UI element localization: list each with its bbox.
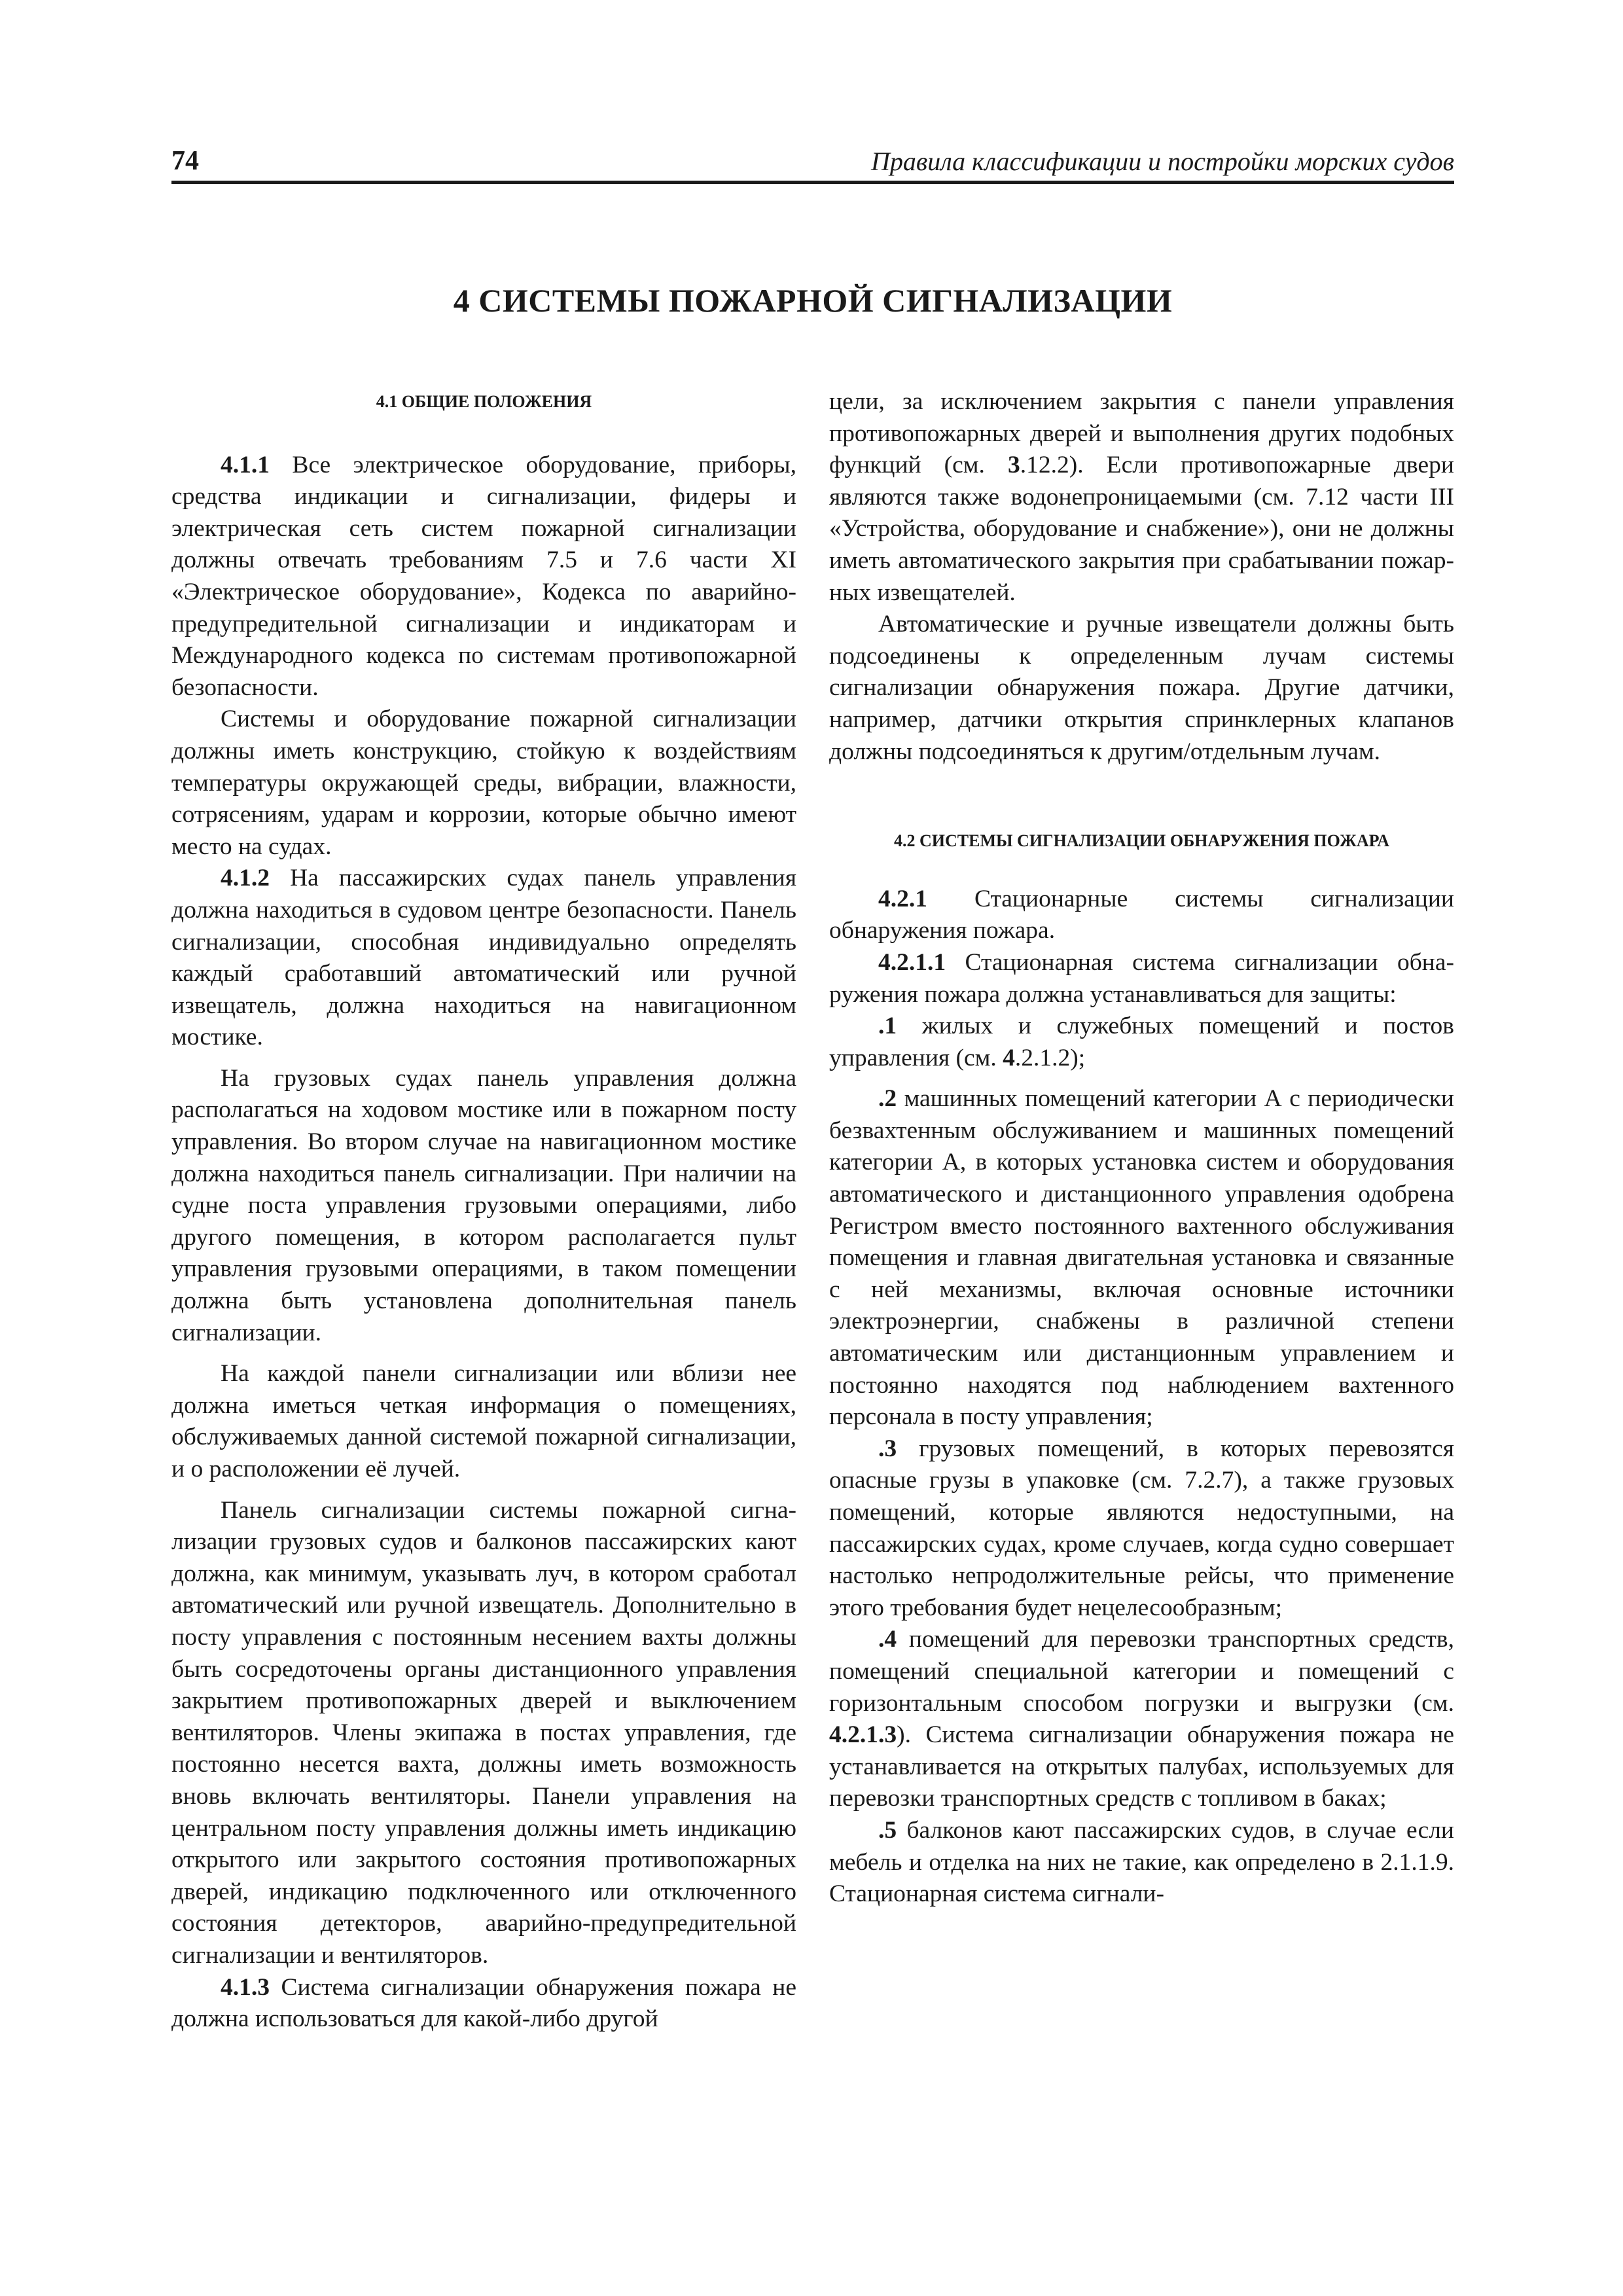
item-number: .3: [878, 1435, 897, 1462]
clause-number: 4.1.1: [221, 451, 270, 478]
paragraph-4-1-3: [171, 1972, 796, 2036]
item-text: ). Система сигнализации обнаружения пожара не устанавливается на открытых палубах, используемых для перевозки транспортных средств с топливом в баках;: [829, 1721, 1454, 1812]
reference-number: 4.2.1.3: [829, 1721, 897, 1749]
clause-number: 4.2.1: [878, 885, 927, 912]
paragraph-text: На пассажирских судах панель управления должна находиться в судовом центре безопасности. Панель сигнализации, способная индивидуально определять каждый сработавший автоматический или ручной извещатель, должна находиться на навигационном мостике.: [171, 865, 796, 1051]
paragraph-text: Стационарная система сигнализации обнаружения пожара должна устанавливаться для защиты:: [829, 948, 1454, 1008]
item-text: балконов кают пассажирских судов, в случае если мебель и отделка на них не такие, как определено в 2.1.1.9. Стационарная система сигнали-: [829, 1816, 1454, 1908]
clause-number: 4.2.1.1: [878, 948, 946, 976]
paragraph-continued: [829, 386, 1454, 609]
paragraph: На каждой панели сигнализации или вблизи нее должна иметься четкая информация о помещениях, обслуживаемых данной системой пожарной сигнализации, и о расположении её лучей.: [171, 1360, 796, 1482]
list-item-5: [829, 1815, 1454, 1910]
paragraph-4-1-1: [171, 450, 796, 704]
clause-number: 4.1.3: [221, 1973, 270, 2001]
item-text: жилых и служебных помещений и постов управления (см.: [829, 1013, 1454, 1071]
paragraph: Автоматические и ручные извещатели должны быть подсоединены к определенным лучам системы сигнализации обнаружения пожара. Другие датчики, например, датчики открытия спринклерных клапанов должны подсоединяться к другим/отдельным лучам.: [829, 611, 1454, 765]
paragraph-text: Стационарные системы сигнализации обнаружения пожара.: [829, 885, 1454, 944]
paragraph-text: .12.2). Если противопожарные двери являются также водонепроницаемыми (см. 7.12 части III «Устройства, оборудование и снабжение»), они не должны иметь автоматического закрытия при срабатывании пожарных извещателей.: [829, 452, 1454, 606]
item-number: .1: [878, 1013, 897, 1040]
left-column: [171, 386, 796, 2036]
list-item-2: [829, 1083, 1454, 1433]
page-header: [171, 143, 1454, 184]
reference-number: 3: [1007, 452, 1020, 479]
reference-number: 4: [1003, 1044, 1015, 1071]
item-text: помещений для перевозки транспортных средств, помещений специальной категории и помещений с горизонтальным способом погрузки и выгрузки (см.: [829, 1626, 1454, 1717]
clause-number: 4.1.2: [221, 865, 270, 892]
item-text: грузовых помещений, в которых перевозятся опасные грузы в упаковке (см. 7.2.7), а также грузовых помещений, которые являются недоступными, на пассажирских судах, кроме случаев, когда судно совершает настолько непродолжительные рейсы, что применение этого требования будет нецелесообразным;: [829, 1435, 1454, 1621]
chapter-title: 4 СИСТЕМЫ ПОЖАРНОЙ СИГНАЛИЗАЦИИ: [453, 282, 1173, 319]
item-number: .2: [878, 1085, 897, 1113]
list-item-3: [829, 1433, 1454, 1624]
item-text: машинных помещений категории А с периодически безвахтенным обслуживанием и машинных помещений категории А, в которых установка систем и оборудования автоматического и дистанционного управления одобрена Регистром вместо постоянного вахтенного обслуживания помещения и главная двигательная установка и связанные с ней механизмы, включая основные источники электроэнергии, снабжены в различной степени автоматическим или дистанционным управлением и постоянно находятся под наблюдением вахтенного персонала в посту управления;: [829, 1085, 1454, 1431]
paragraph-text: Все электрическое оборудование, приборы, средства индикации и сигнализации, фидеры и электрическая сеть систем пожарной сигнализации должны отвечать требованиям 7.5 и 7.6 части XI «Электрическое оборудование», Кодекса по аварийно-предупредительной сигнализации и индикаторам и Международного кодекса по системам противопожарной безопасности.: [171, 451, 796, 701]
paragraph-4-1-2: [171, 863, 796, 1054]
item-number: .5: [878, 1816, 897, 1844]
paragraph: Системы и оборудование пожарной сигнализации должны иметь конструкцию, стойкую к воздействиям температуры окружающей среды, вибрации, влажности, сотрясениям, ударам и коррозии, которые обычно имеют место на судах.: [171, 706, 796, 860]
section-heading-4-1: 4.1 ОБЩИЕ ПОЛОЖЕНИЯ: [376, 392, 592, 411]
right-column: [829, 386, 1454, 1910]
running-title: Правила классификации и постройки морских судов: [870, 147, 1454, 176]
paragraph: На грузовых судах панель управления должна располагаться на ходовом мостике или в пожарном посту управления. Во втором случае на навигационном мостике должна находиться панель сигнализации. При наличии на судне поста управления грузовыми операциями, либо другого помещения, в котором располагается пульт управления грузовыми операциями, в таком помещении должна быть установлена дополнительная панель сигнализации.: [171, 1064, 796, 1346]
paragraph: Панель сигнализации системы пожарной сигнализации грузовых судов и балконов пассажирских кают должна, как минимум, указывать луч, в котором сработал автоматический или ручной извещатель. Дополнительно в посту управления с постоянным несением вахты должны быть сосредоточены органы дистанционного управления закрытием противопожарных дверей и выключением вентиляторов. Члены экипажа в постах управления, где постоянно несется вахта, должны иметь возможность вновь включать вентиляторы. Панели управления на центральном посту управления должны иметь индикацию открытого или закрытого состояния противопожарных дверей, индикацию подключенного или отключенного состояния детекторов, аварийно-предупредительной сигнализации и вентиляторов.: [171, 1496, 796, 1969]
paragraph-text: Система сигнализации обнаружения пожара не должна использоваться для какой-либо другой: [171, 1973, 796, 2033]
list-item-1: [829, 1011, 1454, 1074]
paragraph-4-2-1: [829, 884, 1454, 947]
item-number: .4: [878, 1626, 897, 1653]
item-text: .2.1.2);: [1014, 1044, 1086, 1071]
paragraph-text: цели, за исключением закрытия с панели управления противопожарных дверей и выполнения других подобных функций (см.: [829, 388, 1454, 479]
list-item-4: [829, 1624, 1454, 1815]
page-number: 74: [171, 146, 199, 176]
section-heading-4-2: 4.2 СИСТЕМЫ СИГНАЛИЗАЦИИ ОБНАРУЖЕНИЯ ПОЖАРА: [894, 831, 1389, 851]
paragraph-4-2-1-1: [829, 947, 1454, 1011]
